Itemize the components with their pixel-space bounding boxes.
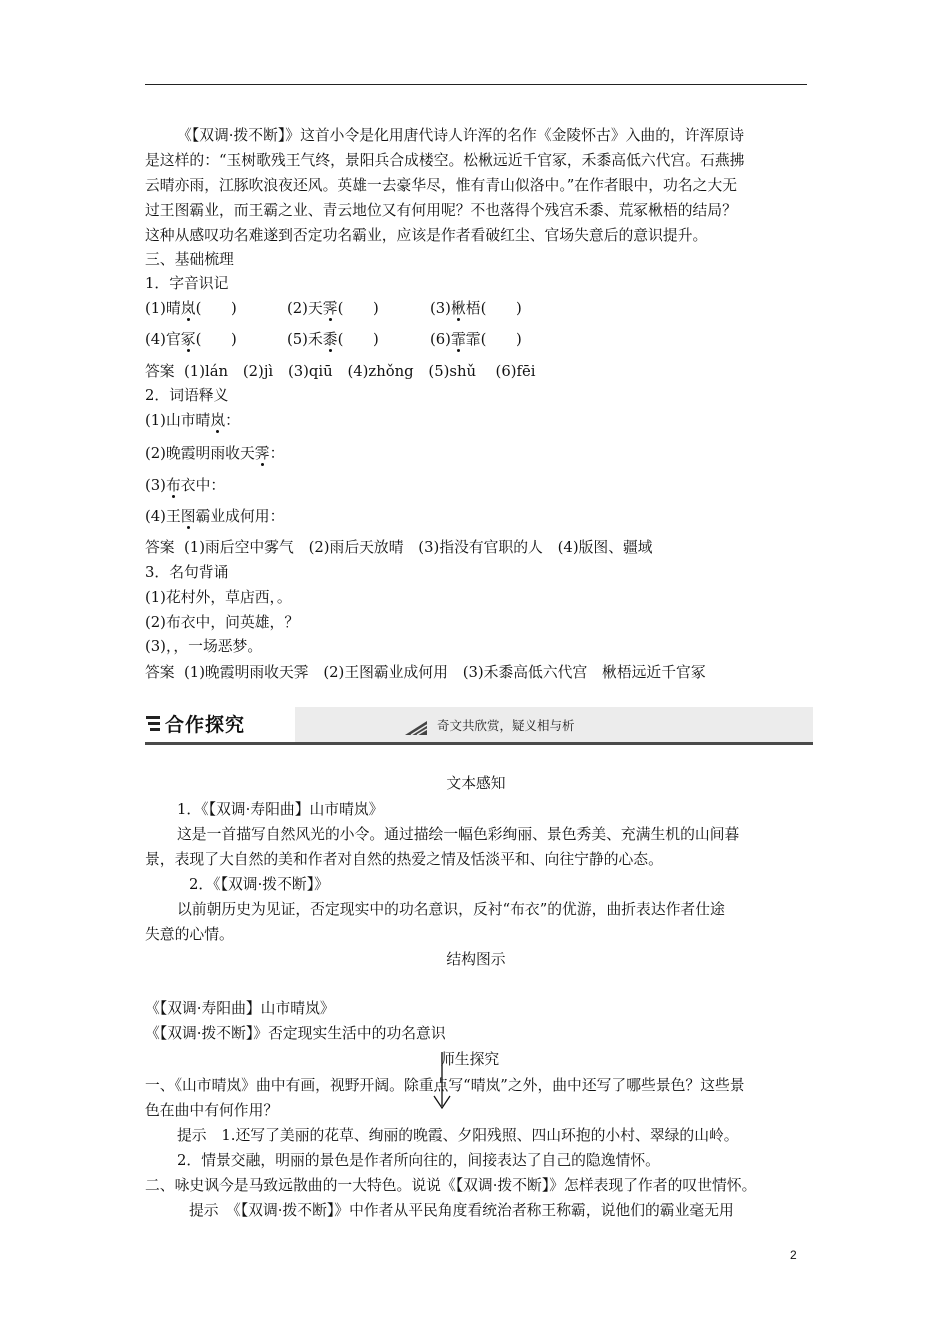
recite-line: (2)布衣中，问英雄，？ <box>145 614 300 631</box>
pronunciation-item: (3)楸梧( ) <box>430 300 522 317</box>
hint-line: 提示 1.还写了美丽的花草、绚丽的晚霞、夕阳残照、四山环抱的小村、翠绿的山岭。 <box>177 1127 739 1144</box>
question-line: 二、咏史讽今是马致远散曲的一大特色。说说《【双调·拨不断】》怎样表现了作者的叹世情怀。 <box>145 1177 757 1194</box>
recite-title: 3．名句背诵 <box>145 564 229 581</box>
recite-line: (1)花村外，草店西，。 <box>145 589 292 606</box>
pronunciation-item: (6)霏霏( ) <box>430 331 522 348</box>
structure-line: 《【双调·拨不断】》否定现实生活中的功名意识 <box>145 1025 446 1042</box>
section-banner <box>145 707 813 745</box>
section-heading: 三、基础梳理 <box>145 251 234 268</box>
banner-underline <box>145 742 813 745</box>
vocab-item: (1)山市晴岚： <box>145 412 240 429</box>
intro-line: 这种从感叹功名难遂到否定功名霸业，应该是作者看破红尘、官场失意后的意识提升。 <box>145 227 708 244</box>
perception-line: 这是一首描写自然风光的小令。通过描绘一幅色彩绚丽、景色秀美、充满生机的山间暮 <box>177 826 740 843</box>
perception-line: 以前朝历史为见证，否定现实中的功名意识，反衬“布衣”的优游，曲折表达作者仕途 <box>177 901 725 918</box>
header-rule <box>145 84 807 85</box>
banner-subtitle: 奇文共欣赏，疑义相与析 <box>437 718 575 733</box>
recite-line: (3)，，一场恶梦。 <box>145 638 263 655</box>
pronunciation-title: 1．字音识记 <box>145 275 229 292</box>
pronunciation-item: (5)禾黍( ) <box>287 331 379 348</box>
vocab-title: 2．词语释义 <box>145 387 229 404</box>
tail-stripes-icon <box>405 719 427 735</box>
subsection-heading: 文本感知 <box>446 775 506 792</box>
intro-line: 是这样的：“玉树歌残王气终，景阳兵合成楼空。松楸远近千官冢，禾黍高低六代宫。石燕拂 <box>145 152 745 169</box>
intro-line: 过王图霸业，而王霸之业、青云地位又有何用呢？不也落得个残宫禾黍、荒冢楸梧的结局？ <box>145 202 737 219</box>
vocab-item: (2)晚霞明雨收天霁： <box>145 445 285 462</box>
question-line: 一、《山市晴岚》曲中有画，视野开阔。除重点写“晴岚”之外，曲中还写了哪些景色？这些景 <box>145 1077 745 1094</box>
pronunciation-item: (2)天霁( ) <box>287 300 379 317</box>
pronunciation-item: (4)官冢( ) <box>145 331 237 348</box>
perception-line: 失意的心情。 <box>145 926 234 943</box>
perception-item-title: 1．《【双调·寿阳曲】山市晴岚》 <box>177 801 384 818</box>
structure-line: 《【双调·寿阳曲】山市晴岚》 <box>145 1000 335 1017</box>
vocab-item: (3)布衣中： <box>145 477 226 494</box>
answer-line: 答案 (1)晚霞明雨收天霁 (2)王图霸业成何用 (3)禾黍高低六代宫 楸梧远近千官冢 <box>145 664 706 681</box>
subsection-heading: 师生探究 <box>440 1051 500 1068</box>
perception-line: 景，表现了大自然的美和作者对自然的热爱之情及恬淡平和、向往宁静的心态。 <box>145 851 663 868</box>
hint-line: 2．情景交融，明丽的景色是作者所向往的，间接表达了自己的隐逸情怀。 <box>177 1152 660 1169</box>
perception-item-title: 2．《【双调·拨不断】》 <box>189 876 329 893</box>
vocab-item: (4)王图霸业成何用： <box>145 508 285 525</box>
answer-line: 答案 (1)lán (2)jì (3)qiū (4)zhǒng (5)shǔ (6)fēi <box>145 363 536 380</box>
intro-line: 云晴亦雨，江豚吹浪夜还风。英雄一去豪华尽，惟有青山似洛中。”在作者眼中，功名之大无 <box>145 177 738 194</box>
page-number: 2 <box>790 1248 797 1262</box>
pronunciation-item: (1)晴岚( ) <box>145 300 237 317</box>
hint-line: 提示 《【双调·拨不断】》中作者从平民角度看统治者称王称霸，说他们的霸业毫无用 <box>189 1202 734 1219</box>
banner-title: 合作探究 <box>165 714 246 736</box>
question-line: 色在曲中有何作用？ <box>145 1102 279 1119</box>
answer-line: 答案 (1)雨后空中雾气 (2)雨后天放晴 (3)指没有官职的人 (4)版图、疆域 <box>145 539 653 556</box>
intro-line: 《【双调·拨不断】》这首小令是化用唐代诗人许浑的名作《金陵怀古》入曲的，许浑原诗 <box>177 127 744 144</box>
subsection-heading: 结构图示 <box>446 951 506 968</box>
stripes-icon <box>145 715 161 735</box>
